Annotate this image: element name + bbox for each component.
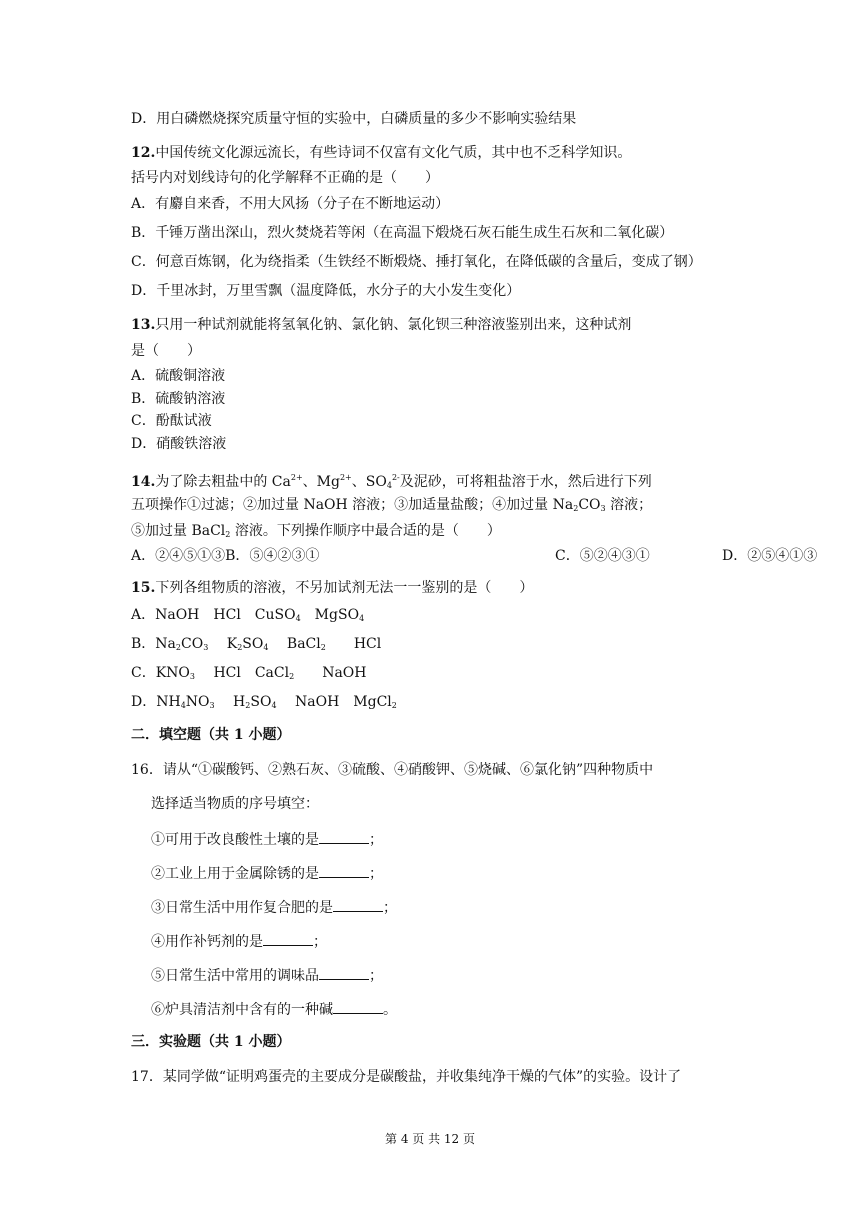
q16-item-5 bbox=[151, 965, 383, 986]
q15-text: BaCl bbox=[268, 636, 321, 652]
q14-text: CO bbox=[578, 497, 601, 513]
q16-item-text: ⑤日常生活中常用的调味品 bbox=[151, 968, 319, 984]
q16-item-text: ④用作补钙剂的是 bbox=[151, 934, 263, 950]
q14-text: 溶液； bbox=[605, 497, 653, 513]
q14-text: ⑤加过量 BaCl bbox=[131, 523, 226, 539]
answer-blank[interactable] bbox=[319, 829, 369, 844]
q15-text: SO bbox=[250, 694, 272, 710]
q15-sub: 2 bbox=[320, 643, 326, 652]
q11-option-d: D．用白磷燃烧探究质量守恒的实验中，白磷质量的多少不影响实验结果 bbox=[131, 111, 577, 127]
answer-blank[interactable] bbox=[263, 931, 313, 946]
q14-number: 14. bbox=[131, 474, 156, 490]
q15-text: MgSO bbox=[300, 607, 360, 623]
q15-text: A．NaOH HCl CuSO bbox=[131, 607, 296, 623]
q13-number: 13. bbox=[131, 317, 156, 333]
q16-item-3 bbox=[151, 897, 397, 918]
q14-sup: 2- bbox=[391, 473, 400, 482]
q15-sub: 4 bbox=[180, 701, 186, 710]
q12-number: 12. bbox=[131, 145, 156, 161]
q15-sub: 2 bbox=[391, 701, 397, 710]
q14-text: 、Mg bbox=[302, 474, 340, 490]
q14-option-c: C．⑤②④③① bbox=[555, 548, 650, 564]
q12-option-d: D．千里冰封，万里雪飘（温度降低，水分子的大小发生变化） bbox=[131, 283, 521, 299]
q15-text: CO bbox=[180, 636, 204, 652]
q14-option-d: D．②⑤④①③ bbox=[722, 548, 818, 564]
q16-item-punct: ； bbox=[369, 968, 383, 984]
q15-sub: 4 bbox=[271, 701, 277, 710]
q14-options-ab: A．②④⑤①③B．⑤④②③① bbox=[131, 548, 320, 564]
q16-item-text: ②工业上用于金属除锈的是 bbox=[151, 866, 319, 882]
answer-blank[interactable] bbox=[319, 965, 369, 980]
q16-item-punct: ； bbox=[369, 866, 383, 882]
q15-option-b bbox=[131, 634, 381, 658]
q13-stem-line1 bbox=[131, 315, 631, 335]
q15-text: NaOH MgCl bbox=[276, 694, 392, 710]
q14-sub: 4 bbox=[386, 481, 392, 490]
q16-item-1 bbox=[151, 829, 383, 850]
page-footer: 第 4 页 共 12 页 bbox=[385, 1132, 475, 1146]
q15-text: K bbox=[208, 636, 238, 652]
q16-item-2 bbox=[151, 863, 383, 884]
q15-stem bbox=[131, 578, 533, 598]
q16-item-punct: ； bbox=[369, 832, 383, 848]
q12-stem-line2: 括号内对划线诗句的化学解释不正确的是（ ） bbox=[131, 170, 439, 186]
q14-text: 溶液。下列操作顺序中最合适的是（ ） bbox=[230, 523, 501, 539]
q14-text: 五项操作①过滤；②加过量 NaOH 溶液；③加适量盐酸；④加过量 Na bbox=[131, 497, 574, 513]
q14-sub: 2 bbox=[573, 504, 579, 513]
q15-stem-text: 下列各组物质的溶液，不另加试剂无法一一鉴别的是（ ） bbox=[155, 580, 534, 596]
q15-sub: 2 bbox=[289, 672, 295, 681]
q14-text: 及泥砂，可将粗盐溶于水，然后进行下列 bbox=[399, 474, 652, 490]
answer-blank[interactable] bbox=[333, 897, 383, 912]
q15-text: H bbox=[214, 694, 246, 710]
q16-item-6 bbox=[151, 999, 397, 1020]
q15-text: HCl bbox=[325, 636, 382, 652]
q14-sup: 2+ bbox=[290, 473, 303, 482]
q15-sub: 2 bbox=[175, 643, 181, 652]
q15-text: SO bbox=[242, 636, 264, 652]
q17-stem: 17．某同学做“证明鸡蛋壳的主要成分是碳酸盐，并收集纯净干燥的气体”的实验。设计了 bbox=[131, 1069, 682, 1085]
section-heading-experiment: 三．实验题（共 1 小题） bbox=[131, 1034, 291, 1050]
q14-text: 为了除去粗盐中的 Ca bbox=[155, 474, 291, 490]
q15-text: NO bbox=[185, 694, 210, 710]
q15-text: NaOH bbox=[294, 665, 367, 681]
q15-option-c bbox=[131, 663, 367, 687]
q15-sub: 3 bbox=[203, 643, 209, 652]
q15-sub: 4 bbox=[263, 643, 269, 652]
q15-text: HCl CaCl bbox=[195, 665, 290, 681]
answer-blank[interactable] bbox=[333, 999, 383, 1014]
q16-item-text: ①可用于改良酸性土壤的是 bbox=[151, 832, 319, 848]
q12-option-b: B．千锤万凿出深山，烈火焚烧若等闲（在高温下煅烧石灰石能生成生石灰和二氧化碳） bbox=[131, 225, 674, 241]
q12-option-a: A．有麝自来香，不用大风扬（分子在不断地运动） bbox=[131, 196, 450, 212]
q15-option-d bbox=[131, 692, 397, 716]
q15-text: C．KNO bbox=[131, 665, 190, 681]
q13-option-b: B．硫酸钠溶液 bbox=[131, 391, 226, 407]
q16-item-text: ③日常生活中用作复合肥的是 bbox=[151, 900, 333, 916]
q15-sub: 2 bbox=[245, 701, 251, 710]
q15-sub: 4 bbox=[359, 614, 365, 623]
q12-stem-text: 中国传统文化源远流长，有些诗词不仅富有文化气质，其中也不乏科学知识。 bbox=[155, 145, 632, 161]
q16-item-punct: ； bbox=[383, 900, 397, 916]
q15-text: D．NH bbox=[131, 694, 181, 710]
q15-text: B．Na bbox=[131, 636, 176, 652]
q13-option-d: D．硝酸铁溶液 bbox=[131, 436, 227, 452]
q16-item-text: ⑥炉具清洁剂中含有的一种碱 bbox=[151, 1002, 333, 1018]
q13-option-a: A．硫酸铜溶液 bbox=[131, 368, 226, 384]
q16-item-punct: ； bbox=[313, 934, 327, 950]
q12-option-c: C．何意百炼钢，化为绕指柔（生铁经不断煅烧、捶打氧化，在降低碳的含量后，变成了钢） bbox=[131, 254, 702, 270]
answer-blank[interactable] bbox=[319, 863, 369, 878]
q13-option-c: C．酚酞试液 bbox=[131, 413, 212, 429]
q15-number: 15. bbox=[131, 580, 156, 596]
q14-stem-line3 bbox=[131, 521, 501, 545]
q16-stem-line2: 选择适当物质的序号填空： bbox=[151, 796, 319, 812]
q15-sub: 4 bbox=[295, 614, 301, 623]
q13-stem-line2: 是（ ） bbox=[131, 343, 201, 359]
q16-stem-line1: 16．请从“①碳酸钙、②熟石灰、③硫酸、④硝酸钾、⑤烧碱、⑥氯化钠”四种物质中 bbox=[131, 762, 654, 778]
q14-sub: 3 bbox=[600, 504, 606, 513]
q13-stem-text: 只用一种试剂就能将氢氧化钠、氯化钠、氯化钡三种溶液鉴别出来，这种试剂 bbox=[155, 317, 632, 333]
q14-text: 、SO bbox=[351, 474, 387, 490]
q14-stem-line2 bbox=[131, 495, 652, 519]
q15-sub: 3 bbox=[209, 701, 215, 710]
q14-stem-line1 bbox=[131, 468, 652, 496]
q16-item-punct: 。 bbox=[383, 1002, 397, 1018]
q12-stem-line1 bbox=[131, 143, 631, 163]
q16-item-4 bbox=[151, 931, 327, 952]
q14-sub: 2 bbox=[225, 530, 231, 539]
q15-sub: 2 bbox=[237, 643, 243, 652]
section-heading-fill-in: 二．填空题（共 1 小题） bbox=[131, 727, 291, 743]
q15-option-a bbox=[131, 605, 364, 629]
q14-sup: 2+ bbox=[339, 473, 352, 482]
q15-sub: 3 bbox=[189, 672, 195, 681]
